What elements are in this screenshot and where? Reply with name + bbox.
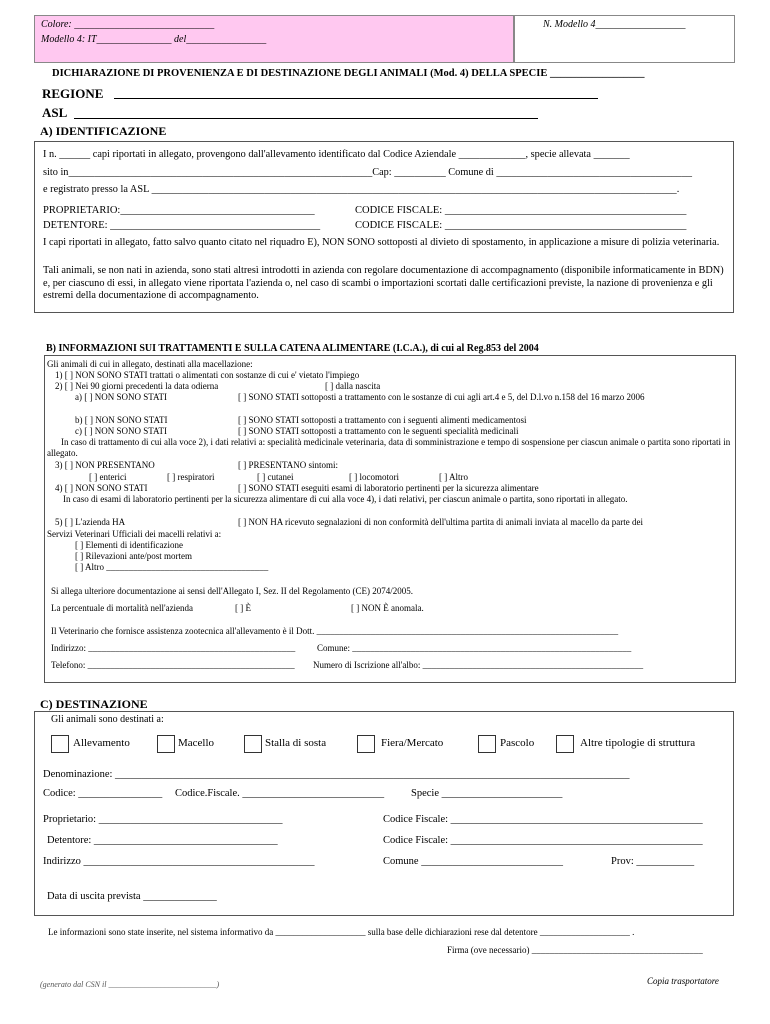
- b-item2b-non: b) [ ] NON SONO STATI: [75, 415, 168, 425]
- regione-line[interactable]: [114, 98, 598, 99]
- header-number-box: [514, 15, 735, 63]
- footer-info: Le informazioni sono state inserite, nel sistema informativo da ____________________ sulla base delle dichiarazioni rese dal detentore ____________________ .: [48, 927, 635, 937]
- b-sintomi-enterici: [ ] enterici: [89, 472, 127, 482]
- c-indirizzo: Indirizzo ____________________________________________: [43, 856, 315, 867]
- c-codice-fiscale: Codice.Fiscale. ___________________________: [175, 788, 385, 799]
- asl-line[interactable]: [74, 118, 538, 119]
- footer-firma: Firma (ove necessario) ______________________________________: [447, 945, 703, 955]
- section-b-box: [44, 355, 736, 683]
- b-item2-nascita: [ ] dalla nascita: [325, 381, 381, 391]
- b-item3-si: [ ] PRESENTANO sintomi:: [238, 460, 339, 470]
- checkbox-altre-tipologie[interactable]: [556, 735, 574, 753]
- b-mortalita-label: La percentuale di mortalità nell'azienda: [51, 603, 194, 613]
- a-line3: e registrato presso la ASL ______________________________________________________________________________________________________.: [43, 184, 680, 195]
- b-servizi-veterinari: Servizi Veterinari Ufficiali dei macelli relativi a:: [47, 529, 222, 539]
- c-data-uscita: Data di uscita prevista ______________: [47, 891, 217, 902]
- b-item5-non-ha: [ ] NON HA ricevuto segnalazioni di non conformità dell'ultima partita di animali inviata al macello da parte dei: [238, 517, 643, 527]
- footer-copia: Copia trasportatore: [647, 976, 719, 986]
- c-denominazione: Denominazione: __________________________________________________________________________________________________: [43, 769, 630, 780]
- regione-label: REGIONE: [42, 86, 104, 101]
- b-veterinario: Il Veterinario che fornisce assistenza zootecnica all'allevamento è il Dott. ___________________________________________________________________: [51, 626, 619, 636]
- document-title: DICHIARAZIONE DI PROVENIENZA E DI DESTINAZIONE DEGLI ANIMALI (Mod. 4) DELLA SPECIE __________________: [52, 68, 645, 79]
- c-prov: Prov: ___________: [611, 856, 695, 867]
- footer-generato: (generato dal CSN il ___________________________): [40, 980, 220, 989]
- section-c-heading: C) DESTINAZIONE: [40, 697, 148, 711]
- b-sintomi-altro: [ ] Altro: [439, 472, 468, 482]
- b-esami-note: In caso di esami di laboratorio pertinenti per la sicurezza alimentare di cui alla voce 4), i dati relativi, per ciascun animale o partita, sono riportati in allegato.: [63, 494, 628, 504]
- a-line2: sito in___________________________________________________________Cap: __________ Comune di ______________________________________: [43, 167, 692, 178]
- a-detentore: DETENTORE: ________________________________________: [43, 220, 321, 231]
- b-rilevazioni: [ ] Rilevazioni ante/post mortem: [75, 551, 192, 561]
- c-cf-detentore: Codice Fiscale: ________________________________________________: [383, 835, 703, 846]
- b-item2: 2) [ ] Nei 90 giorni precedenti la data odierna: [55, 381, 219, 391]
- a-para2: Tali animali, se non nati in azienda, sono stati altresì introdotti in azienda con regolare documentazione di accompagnamento (disponibile informaticamente in BDN) e, per ciascuno di essi, in allegato viene riportata l'azienda o, nel caso di scambi o importazioni scortati dalle certificazioni previste, la nazione di provenienza e gli estremi della documentazione di accompagnamento.: [43, 265, 724, 301]
- c-proprietario: Proprietario: ___________________________________: [43, 814, 283, 825]
- a-codice-fiscale-2: CODICE FISCALE: ______________________________________________: [355, 220, 687, 231]
- b-mortalita-si: [ ] È: [235, 603, 251, 613]
- checkbox-macello[interactable]: [157, 735, 175, 753]
- b-intro: Gli animali di cui in allegato, destinati alla macellazione:: [47, 359, 253, 369]
- b-indirizzo: Indirizzo: ______________________________________________: [51, 643, 296, 653]
- b-allegato-note: Si allega ulteriore documentazione ai sensi dell'Allegato I, Sez. II del Regolamento (CE) 2074/2005.: [51, 586, 414, 596]
- option-fiera-mercato: Fiera/Mercato: [381, 737, 444, 749]
- b-item1: 1) [ ] NON SONO STATI trattati o alimentati con sostanze di cui e' vietato l'impiego: [55, 370, 360, 380]
- a-proprietario: PROPRIETARIO:_____________________________________: [43, 205, 315, 216]
- checkbox-fiera-mercato[interactable]: [357, 735, 375, 753]
- option-stalla-di-sosta: Stalla di sosta: [265, 737, 327, 749]
- b-sintomi-locomotori: [ ] locomotori: [349, 472, 399, 482]
- b-item4-si: [ ] SONO STATI eseguiti esami di laboratorio pertinenti per la sicurezza alimentare: [238, 483, 539, 493]
- b-item3-non: 3) [ ] NON PRESENTANO: [55, 460, 155, 470]
- n-modello-field: N. Modello 4__________________: [543, 19, 686, 30]
- checkbox-stalla-di-sosta[interactable]: [244, 735, 262, 753]
- b-altro: [ ] Altro ____________________________________: [75, 562, 269, 572]
- b-item2a-si: [ ] SONO STATI sottoposti a trattamento con le sostanze di cui agli art.4 e 5, del D.l.vo n.158 del 16 marzo 2006: [238, 392, 645, 402]
- b-item4-non: 4) [ ] NON SONO STATI: [55, 483, 148, 493]
- modello-field: Modello 4: IT_______________ del________________: [41, 34, 267, 45]
- checkbox-allevamento[interactable]: [51, 735, 69, 753]
- b-mortalita-non: [ ] NON È anomala.: [351, 603, 424, 613]
- section-b-heading: B) INFORMAZIONI SUI TRATTAMENTI E SULLA CATENA ALIMENTARE (I.C.A.), di cui al Reg.853 del 2004: [46, 343, 539, 354]
- option-pascolo: Pascolo: [500, 737, 535, 749]
- option-macello: Macello: [178, 737, 215, 749]
- b-item5-ha: 5) [ ] L'azienda HA: [55, 517, 126, 527]
- a-line1: I n. ______ capi riportati in allegato, provengono dall'allevamento identificato dal Codice Aziendale _____________, specie allevata _______: [43, 149, 630, 160]
- checkbox-pascolo[interactable]: [478, 735, 496, 753]
- option-allevamento: Allevamento: [73, 737, 130, 749]
- b-numero-albo: Numero di Iscrizione all'albo: _________________________________________________: [313, 660, 644, 670]
- b-item2a-non: a) [ ] NON SONO STATI: [75, 392, 168, 402]
- b-item2b-si: [ ] SONO STATI sottoposti a trattamento con i seguenti alimenti medicamentosi: [238, 415, 527, 425]
- b-item2c-si: [ ] SONO STATI sottoposti a trattamento con le seguenti specialità medicinali: [238, 426, 519, 436]
- b-sintomi-respiratori: [ ] respiratori: [167, 472, 215, 482]
- c-cf-proprietario: Codice Fiscale: ________________________________________________: [383, 814, 703, 825]
- section-a-box: [34, 141, 734, 313]
- c-codice: Codice: ________________: [43, 788, 163, 799]
- asl-label: ASL: [42, 105, 68, 120]
- a-codice-fiscale-1: CODICE FISCALE: ______________________________________________: [355, 205, 687, 216]
- c-specie: Specie _______________________: [411, 788, 563, 799]
- b-comune: Comune: ______________________________________________________________: [317, 643, 632, 653]
- b-item2c-non: c) [ ] NON SONO STATI: [75, 426, 168, 436]
- c-detentore: Detentore: ___________________________________: [47, 835, 278, 846]
- option-altre-tipologie: Altre tipologie di struttura: [580, 737, 696, 749]
- a-para1: I capi riportati in allegato, fatto salvo quanto citato nel riquadro E), NON SONO sottoposti al divieto di spostamento, in applicazione a misure di polizia veterinaria.: [43, 237, 720, 248]
- colore-field: Colore: ____________________________: [41, 19, 215, 30]
- b-trattamento-note: In caso di trattamento di cui alla voce 2), i dati relativi a: specialità medicinale veterinaria, data di somministrazione e tempo di sospensione per ciascun animale o partita sono riportati in allegato.: [47, 437, 731, 458]
- b-telefono: Telefono: ______________________________________________: [51, 660, 295, 670]
- section-a-heading: A) IDENTIFICAZIONE: [40, 124, 167, 138]
- section-c-box: [34, 711, 734, 916]
- b-elementi-identificazione: [ ] Elementi di identificazione: [75, 540, 183, 550]
- c-intro: Gli animali sono destinati a:: [51, 714, 164, 725]
- c-comune: Comune ___________________________: [383, 856, 563, 867]
- b-sintomi-cutanei: [ ] cutanei: [257, 472, 294, 482]
- header-pink-box: [34, 15, 514, 63]
